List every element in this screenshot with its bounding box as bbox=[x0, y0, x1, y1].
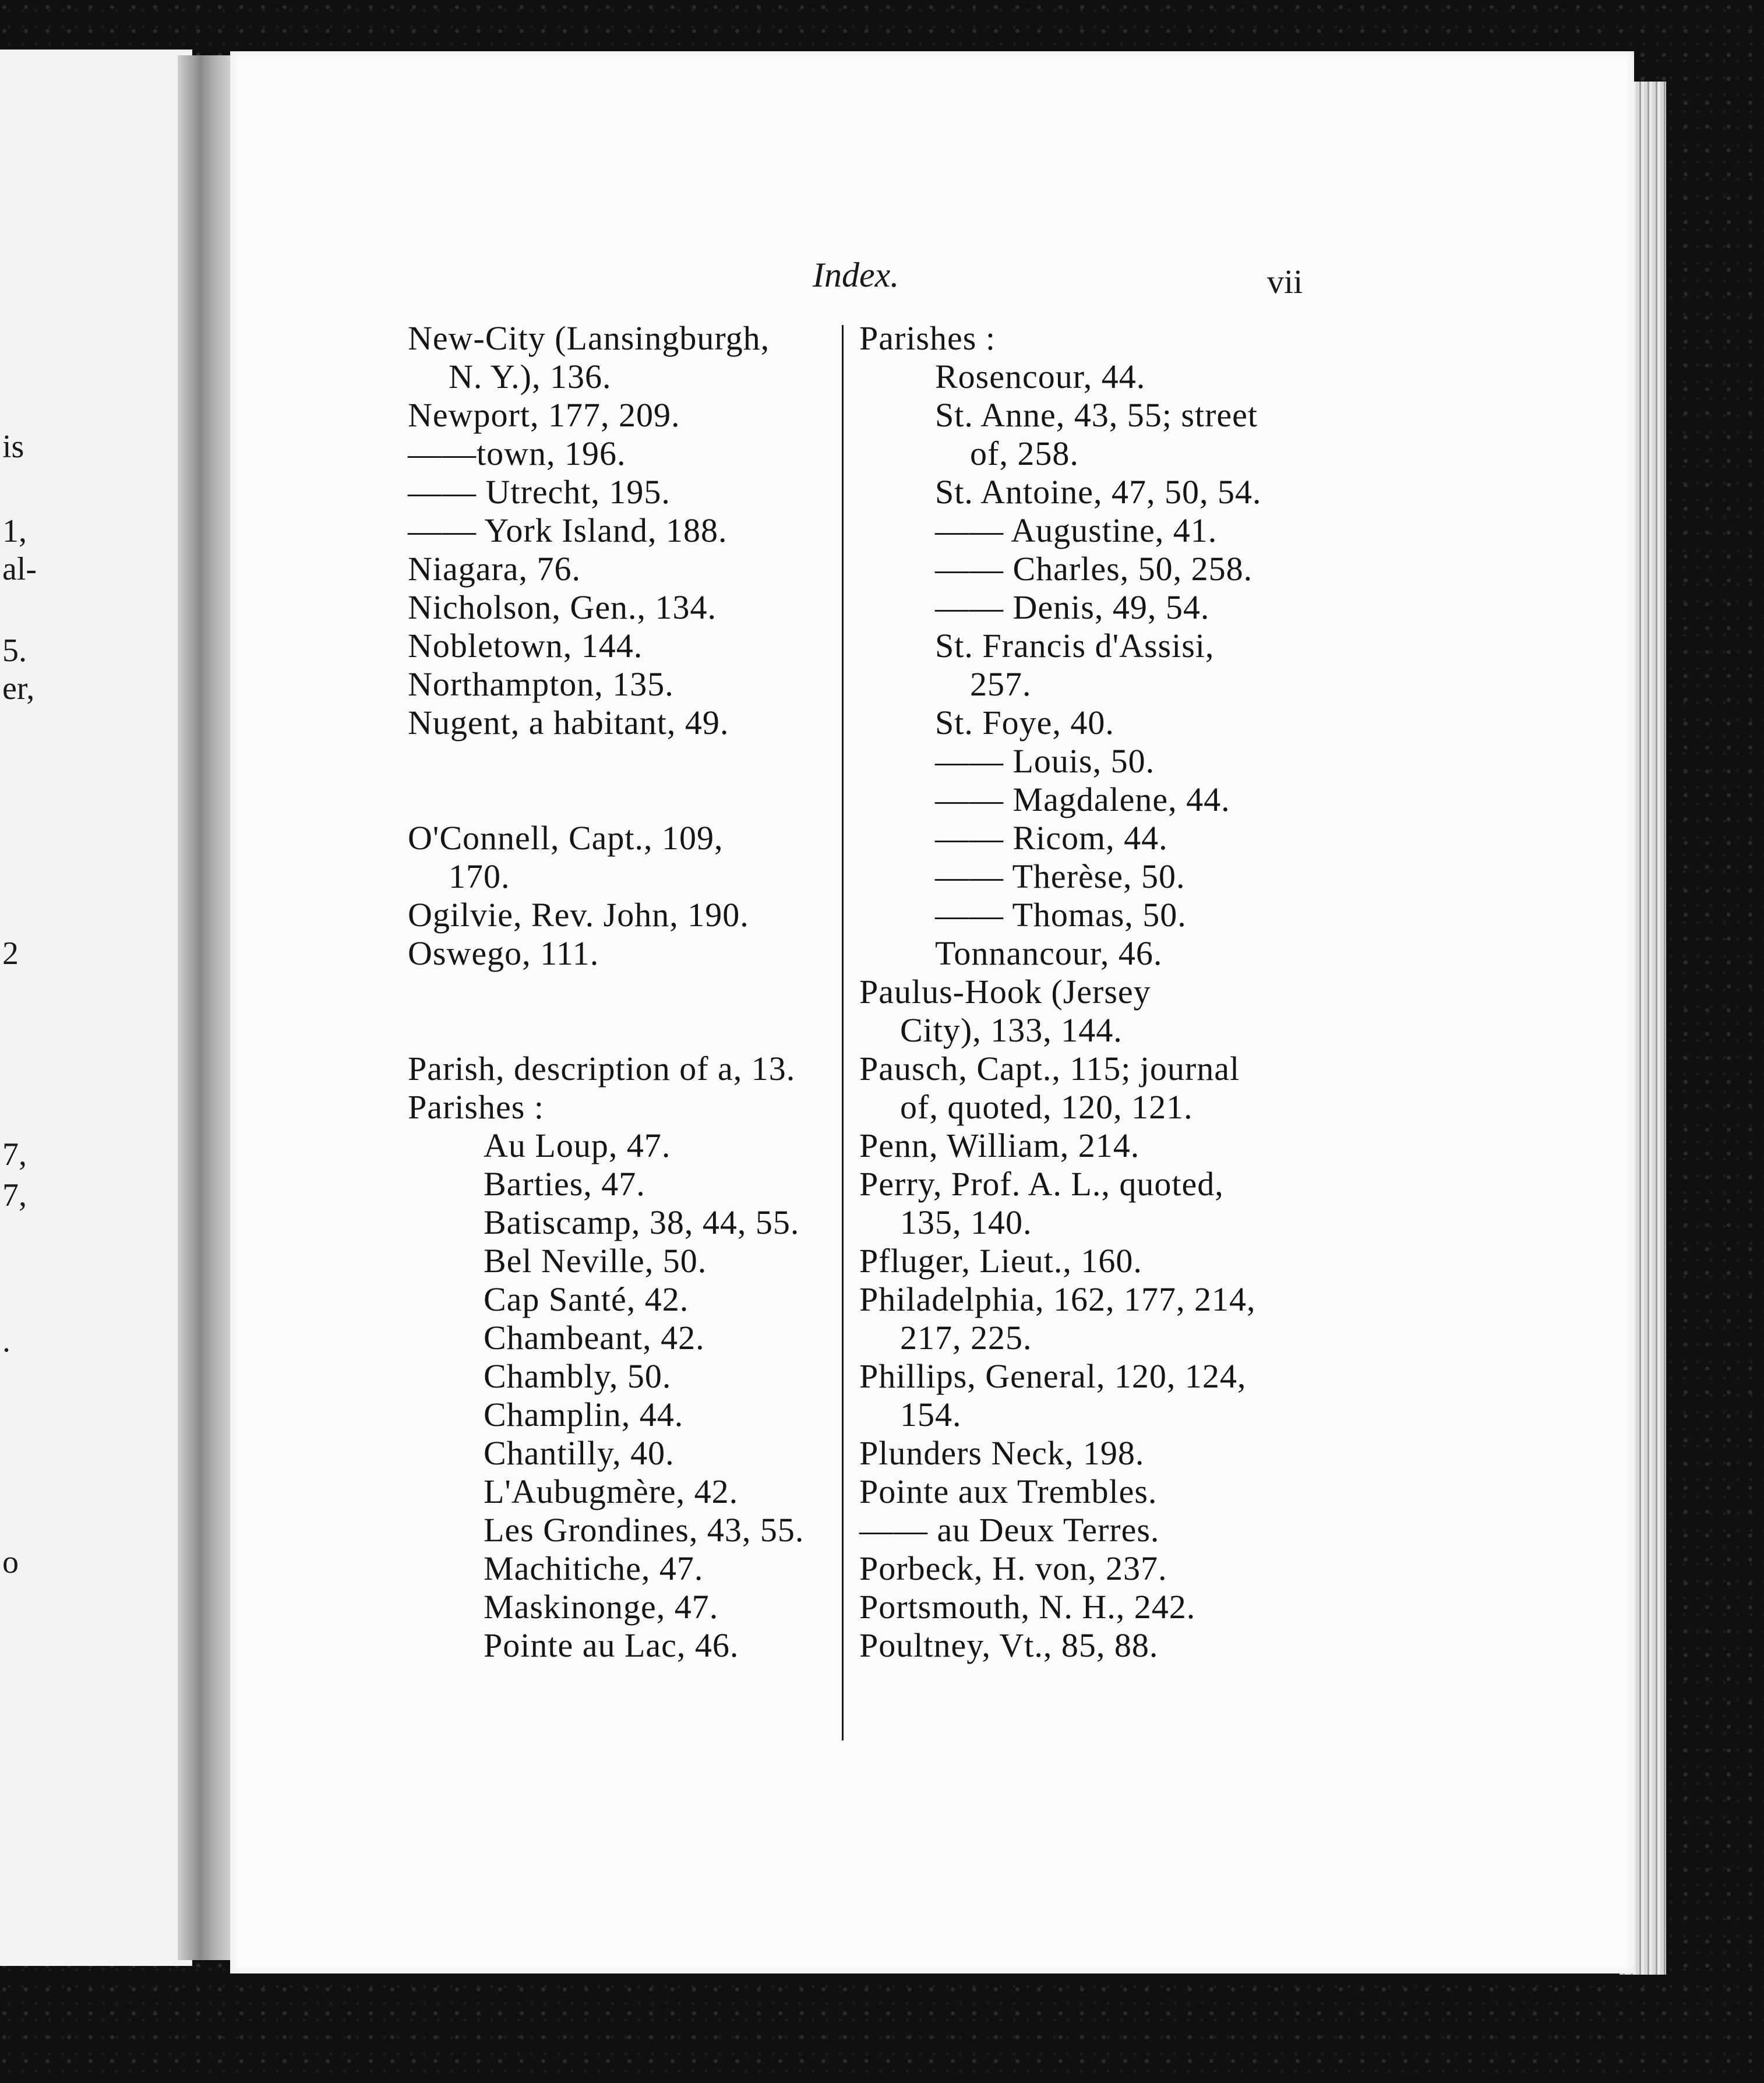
index-subentry: Cap Santé, 42. bbox=[484, 1280, 689, 1318]
section-spacer bbox=[408, 742, 839, 819]
index-entry: Perry, Prof. A. L., quoted, bbox=[859, 1165, 1224, 1203]
index-entry: Niagara, 76. bbox=[408, 550, 581, 588]
index-entry: Portsmouth, N. H., 242. bbox=[859, 1588, 1196, 1626]
index-entry: —— au Deux Terres. bbox=[859, 1511, 1160, 1549]
index-entry: Northampton, 135. bbox=[408, 665, 674, 703]
index-entry: Phillips, General, 120, 124, bbox=[859, 1357, 1247, 1395]
left-page-fragment: er, bbox=[2, 670, 35, 707]
index-subentry: Pointe au Lac, 46. bbox=[484, 1626, 739, 1664]
index-subentry: Chantilly, 40. bbox=[484, 1434, 675, 1472]
index-subentry: 257. bbox=[970, 665, 1032, 703]
index-entry: —— Utrecht, 195. bbox=[408, 473, 671, 511]
left-page-fragment: 7, bbox=[2, 1177, 27, 1213]
index-entry: Philadelphia, 162, 177, 214, bbox=[859, 1280, 1256, 1318]
index-subentry: —— Magdalene, 44. bbox=[935, 781, 1230, 818]
index-entry: —— York Island, 188. bbox=[408, 511, 728, 549]
index-column-right bbox=[859, 319, 1354, 1665]
index-entry: 154. bbox=[900, 1396, 962, 1434]
index-subentry: of, 258. bbox=[970, 435, 1079, 472]
index-subentry: Tonnancour, 46. bbox=[935, 934, 1163, 972]
index-entry: Poultney, Vt., 85, 88. bbox=[859, 1626, 1159, 1664]
index-subentry: Batiscamp, 38, 44, 55. bbox=[484, 1203, 800, 1241]
index-entry: Parish, description of a, 13. bbox=[408, 1050, 796, 1088]
page-number: vii bbox=[1267, 263, 1303, 301]
index-subentry: Les Grondines, 43, 55. bbox=[484, 1511, 805, 1549]
section-spacer bbox=[408, 973, 839, 1050]
index-subentry: Machitiche, 47. bbox=[484, 1549, 704, 1587]
index-subentry: St. Antoine, 47, 50, 54. bbox=[935, 473, 1262, 511]
index-entry: ——town, 196. bbox=[408, 435, 626, 472]
index-subentry: St. Francis d'Assisi, bbox=[935, 627, 1215, 665]
left-page-fragment: al- bbox=[2, 551, 37, 587]
index-entry: Pfluger, Lieut., 160. bbox=[859, 1242, 1142, 1280]
index-subentry: —— Ricom, 44. bbox=[935, 819, 1168, 857]
left-page-edge bbox=[0, 50, 192, 1966]
index-subentry: Chambly, 50. bbox=[484, 1357, 672, 1395]
index-subentry: —— Denis, 49, 54. bbox=[935, 588, 1210, 626]
index-subentry: —— Thomas, 50. bbox=[935, 896, 1187, 934]
index-subentry: St. Foye, 40. bbox=[935, 704, 1114, 742]
index-entry: Nugent, a habitant, 49. bbox=[408, 704, 729, 742]
left-page-fragment: 5. bbox=[2, 633, 27, 669]
index-subentry: —— Louis, 50. bbox=[935, 742, 1155, 780]
index-entry: Porbeck, H. von, 237. bbox=[859, 1549, 1167, 1587]
index-entry: Paulus-Hook (Jersey bbox=[859, 973, 1151, 1011]
index-entry: Plunders Neck, 198. bbox=[859, 1434, 1145, 1472]
index-page bbox=[230, 51, 1634, 1973]
index-entry: O'Connell, Capt., 109, bbox=[408, 819, 724, 857]
index-entry: New-City (Lansingburgh, bbox=[408, 319, 770, 357]
left-page-fragment: 1, bbox=[2, 513, 27, 549]
index-subentry: —— Therèse, 50. bbox=[935, 857, 1186, 895]
index-subentry: —— Augustine, 41. bbox=[935, 511, 1218, 549]
column-divider bbox=[842, 325, 844, 1740]
index-entry: 217, 225. bbox=[900, 1319, 1032, 1357]
index-entry: Ogilvie, Rev. John, 190. bbox=[408, 896, 749, 934]
index-entry: Nobletown, 144. bbox=[408, 627, 643, 665]
running-title: Index. bbox=[813, 256, 899, 294]
index-subentry: Barties, 47. bbox=[484, 1165, 645, 1203]
index-subentry: L'Aubugmère, 42. bbox=[484, 1473, 739, 1510]
index-column-left bbox=[408, 319, 839, 1665]
index-entry: N. Y.), 136. bbox=[449, 358, 612, 396]
index-subentry: —— Charles, 50, 258. bbox=[935, 550, 1253, 588]
index-entry: Pointe aux Trembles. bbox=[859, 1473, 1158, 1510]
index-entry: Penn, William, 214. bbox=[859, 1127, 1140, 1164]
left-page-fragment: 2 bbox=[2, 935, 19, 972]
index-subentry: Rosencour, 44. bbox=[935, 358, 1146, 396]
left-page-fragment: o bbox=[2, 1544, 19, 1580]
left-page-fragment: 7, bbox=[2, 1136, 27, 1173]
index-subentry: Champlin, 44. bbox=[484, 1396, 684, 1434]
index-entry: of, quoted, 120, 121. bbox=[900, 1088, 1193, 1126]
index-entry: Nicholson, Gen., 134. bbox=[408, 588, 717, 626]
index-subentry: Au Loup, 47. bbox=[484, 1127, 671, 1164]
left-page-fragment: . bbox=[2, 1323, 10, 1359]
index-entry: Newport, 177, 209. bbox=[408, 396, 680, 434]
index-subentry: Chambeant, 42. bbox=[484, 1319, 705, 1357]
index-subentry: Bel Neville, 50. bbox=[484, 1242, 707, 1280]
index-entry: Oswego, 111. bbox=[408, 934, 599, 972]
index-entry: Parishes : bbox=[859, 319, 996, 357]
index-subentry: Maskinonge, 47. bbox=[484, 1588, 719, 1626]
index-subentry: St. Anne, 43, 55; street bbox=[935, 396, 1258, 434]
index-entry: Pausch, Capt., 115; journal bbox=[859, 1050, 1240, 1088]
index-entry: 170. bbox=[449, 857, 510, 895]
left-page-fragment: is bbox=[2, 429, 24, 465]
index-entry: 135, 140. bbox=[900, 1203, 1032, 1241]
index-entry: Parishes : bbox=[408, 1088, 544, 1126]
index-entry: City), 133, 144. bbox=[900, 1011, 1123, 1049]
